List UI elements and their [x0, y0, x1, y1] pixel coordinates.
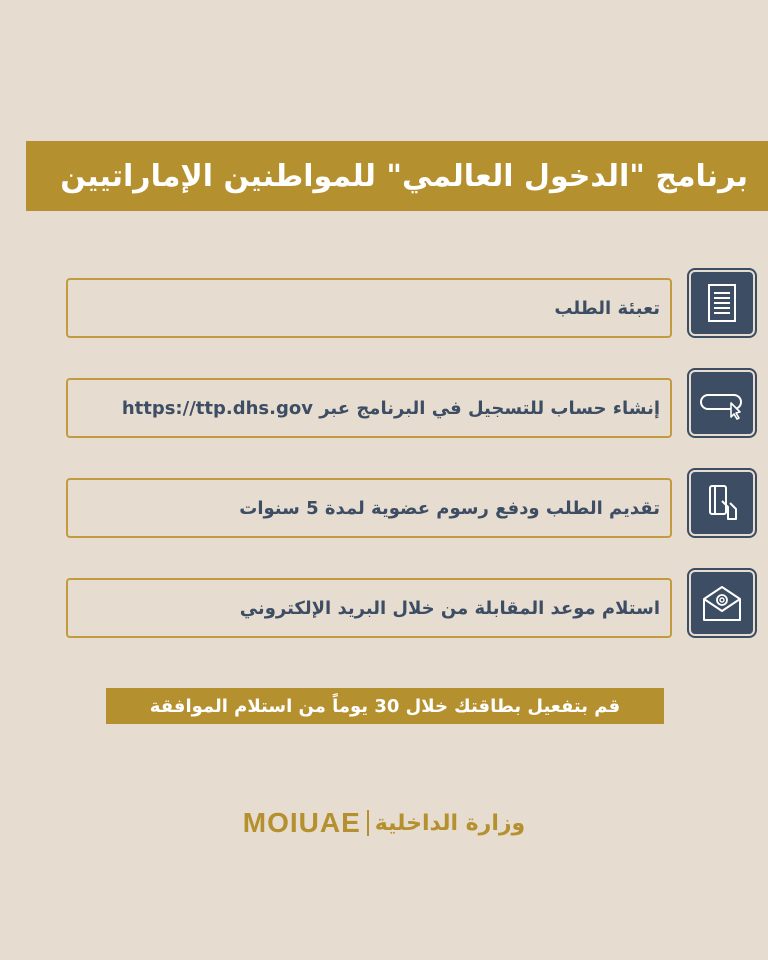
step-submit-pay — [66, 478, 672, 538]
step-create-account — [66, 378, 672, 438]
button-click-icon — [689, 370, 755, 436]
step-label: استلام موعد المقابلة من خلال البريد الإلكتروني — [239, 597, 660, 619]
logo-divider — [367, 810, 369, 836]
step-label: إنشاء حساب للتسجيل في البرنامج عبر https://ttp.dhs.gov — [121, 397, 660, 419]
email-icon — [689, 570, 755, 636]
logo-latin-text: MOIUAE — [242, 807, 361, 838]
page-title: برنامج "الدخول العالمي" للمواطنين الإماراتيين — [60, 158, 748, 194]
step-label: تعبئة الطلب — [554, 297, 660, 319]
card-payment-icon — [689, 470, 755, 536]
activation-note-banner — [106, 688, 664, 724]
step-interview-email — [66, 578, 672, 638]
title-banner — [26, 141, 768, 211]
step-label: تقديم الطلب ودفع رسوم عضوية لمدة 5 سنوات — [239, 497, 660, 519]
logo-arabic-text: وزارة الداخلية — [374, 810, 526, 836]
ministry-logo — [0, 800, 768, 846]
document-icon — [689, 270, 755, 336]
step-fill-application — [66, 278, 672, 338]
activation-note: قم بتفعيل بطاقتك خلال 30 يوماً من استلام الموافقة — [149, 695, 621, 717]
